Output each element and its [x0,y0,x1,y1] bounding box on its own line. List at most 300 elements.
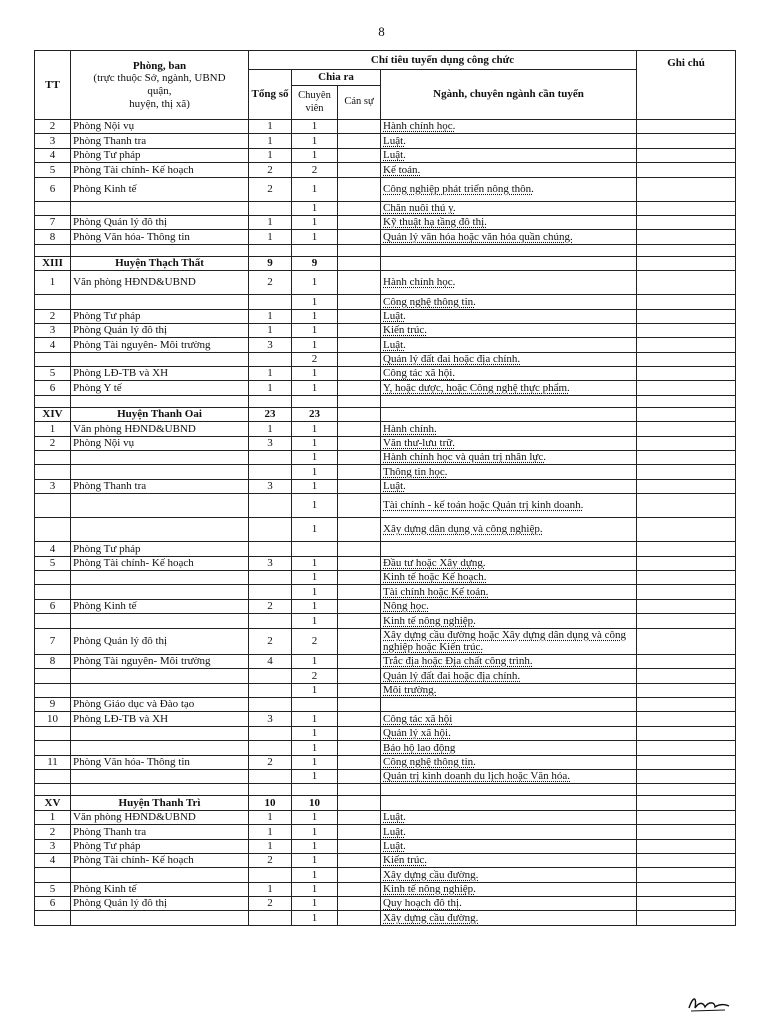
row-can-su [338,769,381,783]
row-can-su [338,897,381,911]
row-total: 1 [249,839,292,853]
row-total: 2 [249,755,292,769]
row-tt [35,614,71,628]
row-tt: 7 [35,215,71,229]
row-unit: Phòng Nội vụ [71,436,249,450]
header-total: Tổng số [249,70,292,120]
row-note [637,163,736,177]
row-can-su [338,755,381,769]
row-note [637,120,736,134]
row-chuyen-vien: 1 [292,148,338,162]
major-text: Kiến trúc. [383,854,427,867]
header-unit-line4: huyện, thị xã) [129,97,190,110]
table-row [35,323,736,337]
table-row [35,628,736,654]
major-text: Chăn nuôi thú y. [383,201,456,214]
row-total: 23 [249,407,292,421]
row-major [381,669,637,683]
row-note [637,654,736,668]
row-tt [35,518,71,542]
major-text: Bảo hộ lao động [383,741,456,754]
row-unit: Phòng Văn hóa- Thông tin [71,755,249,769]
row-major [381,451,637,465]
row-major [381,556,637,570]
row-tt: 5 [35,556,71,570]
row-chuyen-vien: 10 [292,796,338,810]
row-unit [71,868,249,882]
table-row [35,215,736,229]
major-text: Công tác xã hội [383,712,453,725]
row-can-su [338,494,381,518]
row-total: 3 [249,436,292,450]
row-can-su [338,599,381,613]
district-row [35,407,736,421]
row-chuyen-vien: 1 [292,882,338,896]
empty-cell [249,244,292,256]
major-text: Công nghiệp phát triển nông thôn. [383,182,534,195]
major-text: Hành chính học. [383,120,456,133]
row-tt: XV [35,796,71,810]
row-tt: 5 [35,882,71,896]
row-tt [35,868,71,882]
row-unit: Huyện Thanh Oai [71,407,249,421]
row-can-su [338,436,381,450]
row-note [637,712,736,726]
row-tt: XIII [35,256,71,270]
table-row [35,295,736,309]
row-chuyen-vien: 1 [292,367,338,381]
row-chuyen-vien: 1 [292,479,338,493]
recruitment-quota-table [34,50,736,926]
row-tt: 1 [35,422,71,436]
major-text: Quy hoạch đô thị. [383,897,462,910]
row-chuyen-vien: 2 [292,669,338,683]
table-row [35,741,736,755]
header-unit-line1: Phòng, ban [132,59,187,72]
row-can-su [338,134,381,148]
table-row [35,494,736,518]
row-major [381,120,637,134]
row-chuyen-vien: 1 [292,436,338,450]
row-can-su [338,309,381,323]
row-can-su [338,422,381,436]
row-can-su [338,698,381,712]
row-unit [71,741,249,755]
row-total [249,741,292,755]
row-chuyen-vien [292,698,338,712]
row-total [249,201,292,215]
row-total: 1 [249,422,292,436]
row-tt [35,669,71,683]
row-can-su [338,570,381,584]
row-chuyen-vien: 1 [292,726,338,740]
row-can-su [338,810,381,824]
row-unit [71,201,249,215]
table-row [35,518,736,542]
table-row [35,882,736,896]
row-total: 1 [249,825,292,839]
row-note [637,683,736,697]
table-row [35,451,736,465]
row-note [637,134,736,148]
row-chuyen-vien: 1 [292,518,338,542]
row-tt: 9 [35,698,71,712]
row-total: 3 [249,556,292,570]
row-unit: Phòng LĐ-TB và XH [71,712,249,726]
table-row [35,367,736,381]
empty-cell [338,244,381,256]
row-major [381,882,637,896]
empty-cell [71,784,249,796]
table-row [35,570,736,584]
row-unit [71,570,249,584]
row-major [381,518,637,542]
row-unit: Phòng Y tế [71,381,249,395]
signature-mark [685,992,733,1014]
row-total: 1 [249,134,292,148]
empty-cell [637,244,736,256]
row-unit: Phòng Giáo dục và Đào tạo [71,698,249,712]
row-note [637,570,736,584]
major-text: Công nghệ thông tin. [383,755,476,768]
row-total [249,614,292,628]
row-note [637,868,736,882]
row-total: 1 [249,810,292,824]
row-tt: 11 [35,755,71,769]
row-note [637,669,736,683]
row-unit [71,911,249,925]
row-can-su [338,585,381,599]
header-major: Ngành, chuyên ngành cần tuyển [381,70,637,120]
major-text: Nông học. [383,600,429,613]
table-row [35,599,736,613]
row-total [249,295,292,309]
major-text: Tài chính hoặc Kế toán. [383,585,489,598]
district-row [35,796,736,810]
row-major [381,628,637,654]
table-row [35,422,736,436]
table-row [35,479,736,493]
table-row [35,911,736,925]
major-text: Luật. [383,134,406,147]
row-total: 4 [249,654,292,668]
row-can-su [338,230,381,244]
row-tt: 6 [35,897,71,911]
row-chuyen-vien: 1 [292,769,338,783]
major-text: Kinh tế nông nghiệp. [383,883,476,896]
row-note [637,810,736,824]
row-note [637,585,736,599]
major-text: Hành chính học và quản trị nhân lực. [383,451,546,464]
row-major [381,422,637,436]
row-major [381,201,637,215]
row-chuyen-vien: 1 [292,271,338,295]
row-total [249,698,292,712]
row-chuyen-vien: 1 [292,853,338,867]
empty-cell [381,244,637,256]
header-split: Chia ra [292,70,381,86]
empty-cell [637,784,736,796]
row-note [637,215,736,229]
row-tt: 6 [35,177,71,201]
row-can-su [338,882,381,896]
table-row [35,436,736,450]
row-unit: Phòng Nội vụ [71,120,249,134]
row-total [249,911,292,925]
row-chuyen-vien: 1 [292,215,338,229]
major-text: Quản lý xã hội. [383,727,451,740]
row-tt [35,911,71,925]
row-major [381,323,637,337]
row-unit [71,769,249,783]
row-chuyen-vien: 1 [292,323,338,337]
row-note [637,381,736,395]
row-major [381,134,637,148]
row-chuyen-vien: 1 [292,422,338,436]
empty-cell [35,244,71,256]
row-unit [71,518,249,542]
row-can-su [338,451,381,465]
page-number: 8 [378,24,385,39]
row-total [249,352,292,366]
row-unit: Phòng Kinh tế [71,882,249,896]
row-unit: Văn phòng HĐND&UBND [71,810,249,824]
district-row [35,256,736,270]
row-major [381,911,637,925]
row-chuyen-vien [292,542,338,556]
row-total [249,726,292,740]
header-unit-line3: quận, [147,85,172,97]
major-text: Kiến trúc. [383,324,427,337]
row-unit [71,683,249,697]
row-tt: 2 [35,436,71,450]
row-tt: 2 [35,120,71,134]
major-text: Xây dựng cầu đường. [383,911,479,924]
row-note [637,230,736,244]
row-major [381,177,637,201]
table-row [35,542,736,556]
row-total [249,585,292,599]
row-total [249,465,292,479]
major-text: Hành chính học. [383,276,456,289]
row-unit: Phòng Thanh tra [71,825,249,839]
row-can-su [338,614,381,628]
major-text: Luật. [383,811,406,824]
row-unit: Phòng Tài chính- Kế hoạch [71,853,249,867]
row-unit: Huyện Thạch Thất [71,256,249,270]
table-row [35,163,736,177]
major-text: Kinh tế nông nghiệp. [383,614,476,627]
row-can-su [338,407,381,421]
spacer-row [35,395,736,407]
empty-cell [35,784,71,796]
row-chuyen-vien: 1 [292,570,338,584]
row-note [637,839,736,853]
header-chuyen-vien: Chuyên viên [292,86,338,120]
table-row [35,338,736,352]
row-major [381,585,637,599]
empty-cell [338,395,381,407]
row-chuyen-vien: 1 [292,451,338,465]
row-tt: 4 [35,542,71,556]
row-tt [35,352,71,366]
row-unit: Phòng Kinh tế [71,599,249,613]
major-text: Quản lý đất đai hoặc địa chính. [383,353,521,366]
row-can-su [338,839,381,853]
row-total: 3 [249,712,292,726]
row-can-su [338,201,381,215]
table-row [35,810,736,824]
table-row [35,755,736,769]
row-note [637,614,736,628]
row-total: 1 [249,215,292,229]
row-can-su [338,271,381,295]
row-total [249,542,292,556]
row-chuyen-vien: 1 [292,810,338,824]
row-tt: 5 [35,163,71,177]
row-note [637,911,736,925]
row-tt: 8 [35,654,71,668]
row-can-su [338,465,381,479]
major-text: Y, hoặc dược, hoặc Công nghệ thực phẩm. [383,381,570,394]
row-major [381,271,637,295]
row-tt: XIV [35,407,71,421]
row-note [637,309,736,323]
row-tt: 4 [35,338,71,352]
row-note [637,422,736,436]
row-can-su [338,868,381,882]
row-unit [71,494,249,518]
row-major [381,407,637,421]
row-major [381,215,637,229]
row-chuyen-vien: 1 [292,712,338,726]
empty-cell [249,784,292,796]
row-total [249,518,292,542]
header-tt: TT [35,51,71,120]
row-can-su [338,628,381,654]
row-major [381,698,637,712]
empty-cell [71,244,249,256]
row-chuyen-vien: 2 [292,163,338,177]
table-row [35,271,736,295]
major-text: Kinh tế hoặc Kế hoạch. [383,571,487,584]
row-major [381,741,637,755]
row-major [381,338,637,352]
table-row [35,381,736,395]
row-tt [35,585,71,599]
row-tt: 4 [35,853,71,867]
row-tt [35,451,71,465]
row-chuyen-vien: 1 [292,614,338,628]
major-text: Luật. [383,480,406,493]
row-chuyen-vien: 1 [292,309,338,323]
table-header [35,51,736,120]
row-chuyen-vien: 1 [292,585,338,599]
row-unit [71,726,249,740]
row-can-su [338,215,381,229]
table-row [35,120,736,134]
row-note [637,755,736,769]
row-unit: Phòng Tư pháp [71,542,249,556]
row-unit: Phòng Quản lý đô thị [71,215,249,229]
row-major [381,868,637,882]
row-unit: Văn phòng HĐND&UBND [71,422,249,436]
major-text: Công tác xã hội. [383,367,456,380]
major-text: Quản lý đất đai hoặc địa chính. [383,669,521,682]
table-row [35,465,736,479]
row-total: 1 [249,367,292,381]
table-row [35,868,736,882]
row-chuyen-vien: 1 [292,825,338,839]
row-major [381,599,637,613]
table-row [35,897,736,911]
table-row [35,769,736,783]
row-can-su [338,479,381,493]
row-unit [71,295,249,309]
major-text: Quản lý văn hóa hoặc văn hóa quần chúng. [383,230,573,243]
row-major [381,853,637,867]
major-text: Trắc địa hoặc Địa chất công trình. [383,655,533,668]
row-can-su [338,741,381,755]
empty-cell [338,784,381,796]
row-unit: Phòng Thanh tra [71,134,249,148]
row-major [381,683,637,697]
table-row [35,698,736,712]
row-note [637,367,736,381]
row-chuyen-vien: 1 [292,556,338,570]
row-total: 2 [249,628,292,654]
row-note [637,542,736,556]
row-major [381,163,637,177]
row-unit: Phòng Văn hóa- Thông tin [71,230,249,244]
row-chuyen-vien: 2 [292,628,338,654]
row-tt: 3 [35,323,71,337]
row-total: 3 [249,338,292,352]
row-note [637,352,736,366]
major-text: Thông tin học. [383,465,448,478]
row-unit: Phòng Tài chính- Kế hoạch [71,556,249,570]
major-text: Xây dựng dân dụng và công nghiệp. [383,523,543,536]
empty-cell [292,784,338,796]
row-major [381,494,637,518]
empty-cell [292,244,338,256]
row-total [249,669,292,683]
row-tt: 3 [35,839,71,853]
spacer-row [35,784,736,796]
row-chuyen-vien: 1 [292,911,338,925]
row-total: 1 [249,882,292,896]
table-row [35,669,736,683]
major-text: Tài chính - kế toán hoặc Quản trị kinh doanh. [383,499,584,512]
row-note [637,479,736,493]
row-can-su [338,726,381,740]
row-note [637,698,736,712]
row-major [381,769,637,783]
row-tt: 8 [35,230,71,244]
row-major [381,381,637,395]
row-major [381,796,637,810]
row-total: 1 [249,309,292,323]
row-chuyen-vien: 1 [292,465,338,479]
row-chuyen-vien: 1 [292,230,338,244]
row-major [381,309,637,323]
row-major [381,295,637,309]
row-can-su [338,295,381,309]
table-row [35,556,736,570]
row-total [249,494,292,518]
row-unit: Phòng Thanh tra [71,479,249,493]
row-note [637,628,736,654]
